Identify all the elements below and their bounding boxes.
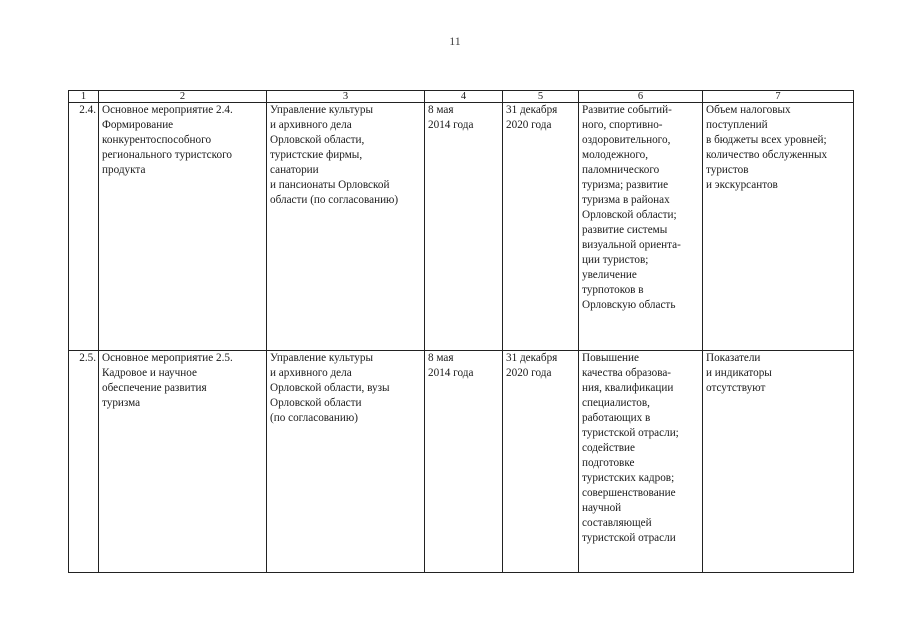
column-header: 7 [703, 91, 854, 103]
event-name-cell: Основное мероприятие 2.5. Кадровое и научное обеспечение развития туризма [99, 351, 267, 573]
page-number: 11 [449, 34, 461, 48]
end-date-cell: 31 декабря 2020 года [503, 351, 579, 573]
end-date-cell: 31 декабря 2020 года [503, 103, 579, 351]
column-header: 6 [579, 91, 703, 103]
table-header-row [69, 91, 854, 103]
expected-result-cell: Повышение качества образова- ния, квалификации специалистов, работающих в туристской отрасли; содействие подготовке туристских кадров; совершенствование научной составляющей туристской отрасли [579, 351, 703, 573]
row-number: 2.5. [69, 351, 99, 573]
column-header: 4 [425, 91, 503, 103]
start-date-cell: 8 мая 2014 года [425, 351, 503, 573]
column-header: 1 [69, 91, 99, 103]
indicators-cell: Объем налоговых поступлений в бюджеты всех уровней; количество обслуженных туристов и экскурсантов [703, 103, 854, 351]
column-header: 5 [503, 91, 579, 103]
column-header: 3 [267, 91, 425, 103]
table-row [69, 103, 854, 351]
expected-result-cell: Развитие событий- ного, спортивно- оздоровительного, молодежного, паломнического туризма; развитие туризма в районах Орловской области; развитие системы визуальной ориента- ции туристов; увеличение турпотоков в Орловскую область [579, 103, 703, 351]
indicators-cell: Показатели и индикаторы отсутствуют [703, 351, 854, 573]
row-number: 2.4. [69, 103, 99, 351]
executor-cell: Управление культуры и архивного дела Орловской области, вузы Орловской области (по согласованию) [267, 351, 425, 573]
program-table [68, 90, 854, 573]
start-date-cell: 8 мая 2014 года [425, 103, 503, 351]
column-header: 2 [99, 91, 267, 103]
executor-cell: Управление культуры и архивного дела Орловской области, туристские фирмы, санатории и пансионаты Орловской области (по согласованию) [267, 103, 425, 351]
event-name-cell: Основное мероприятие 2.4. Формирование конкурентоспособного регионального туристского продукта [99, 103, 267, 351]
table-row [69, 351, 854, 573]
